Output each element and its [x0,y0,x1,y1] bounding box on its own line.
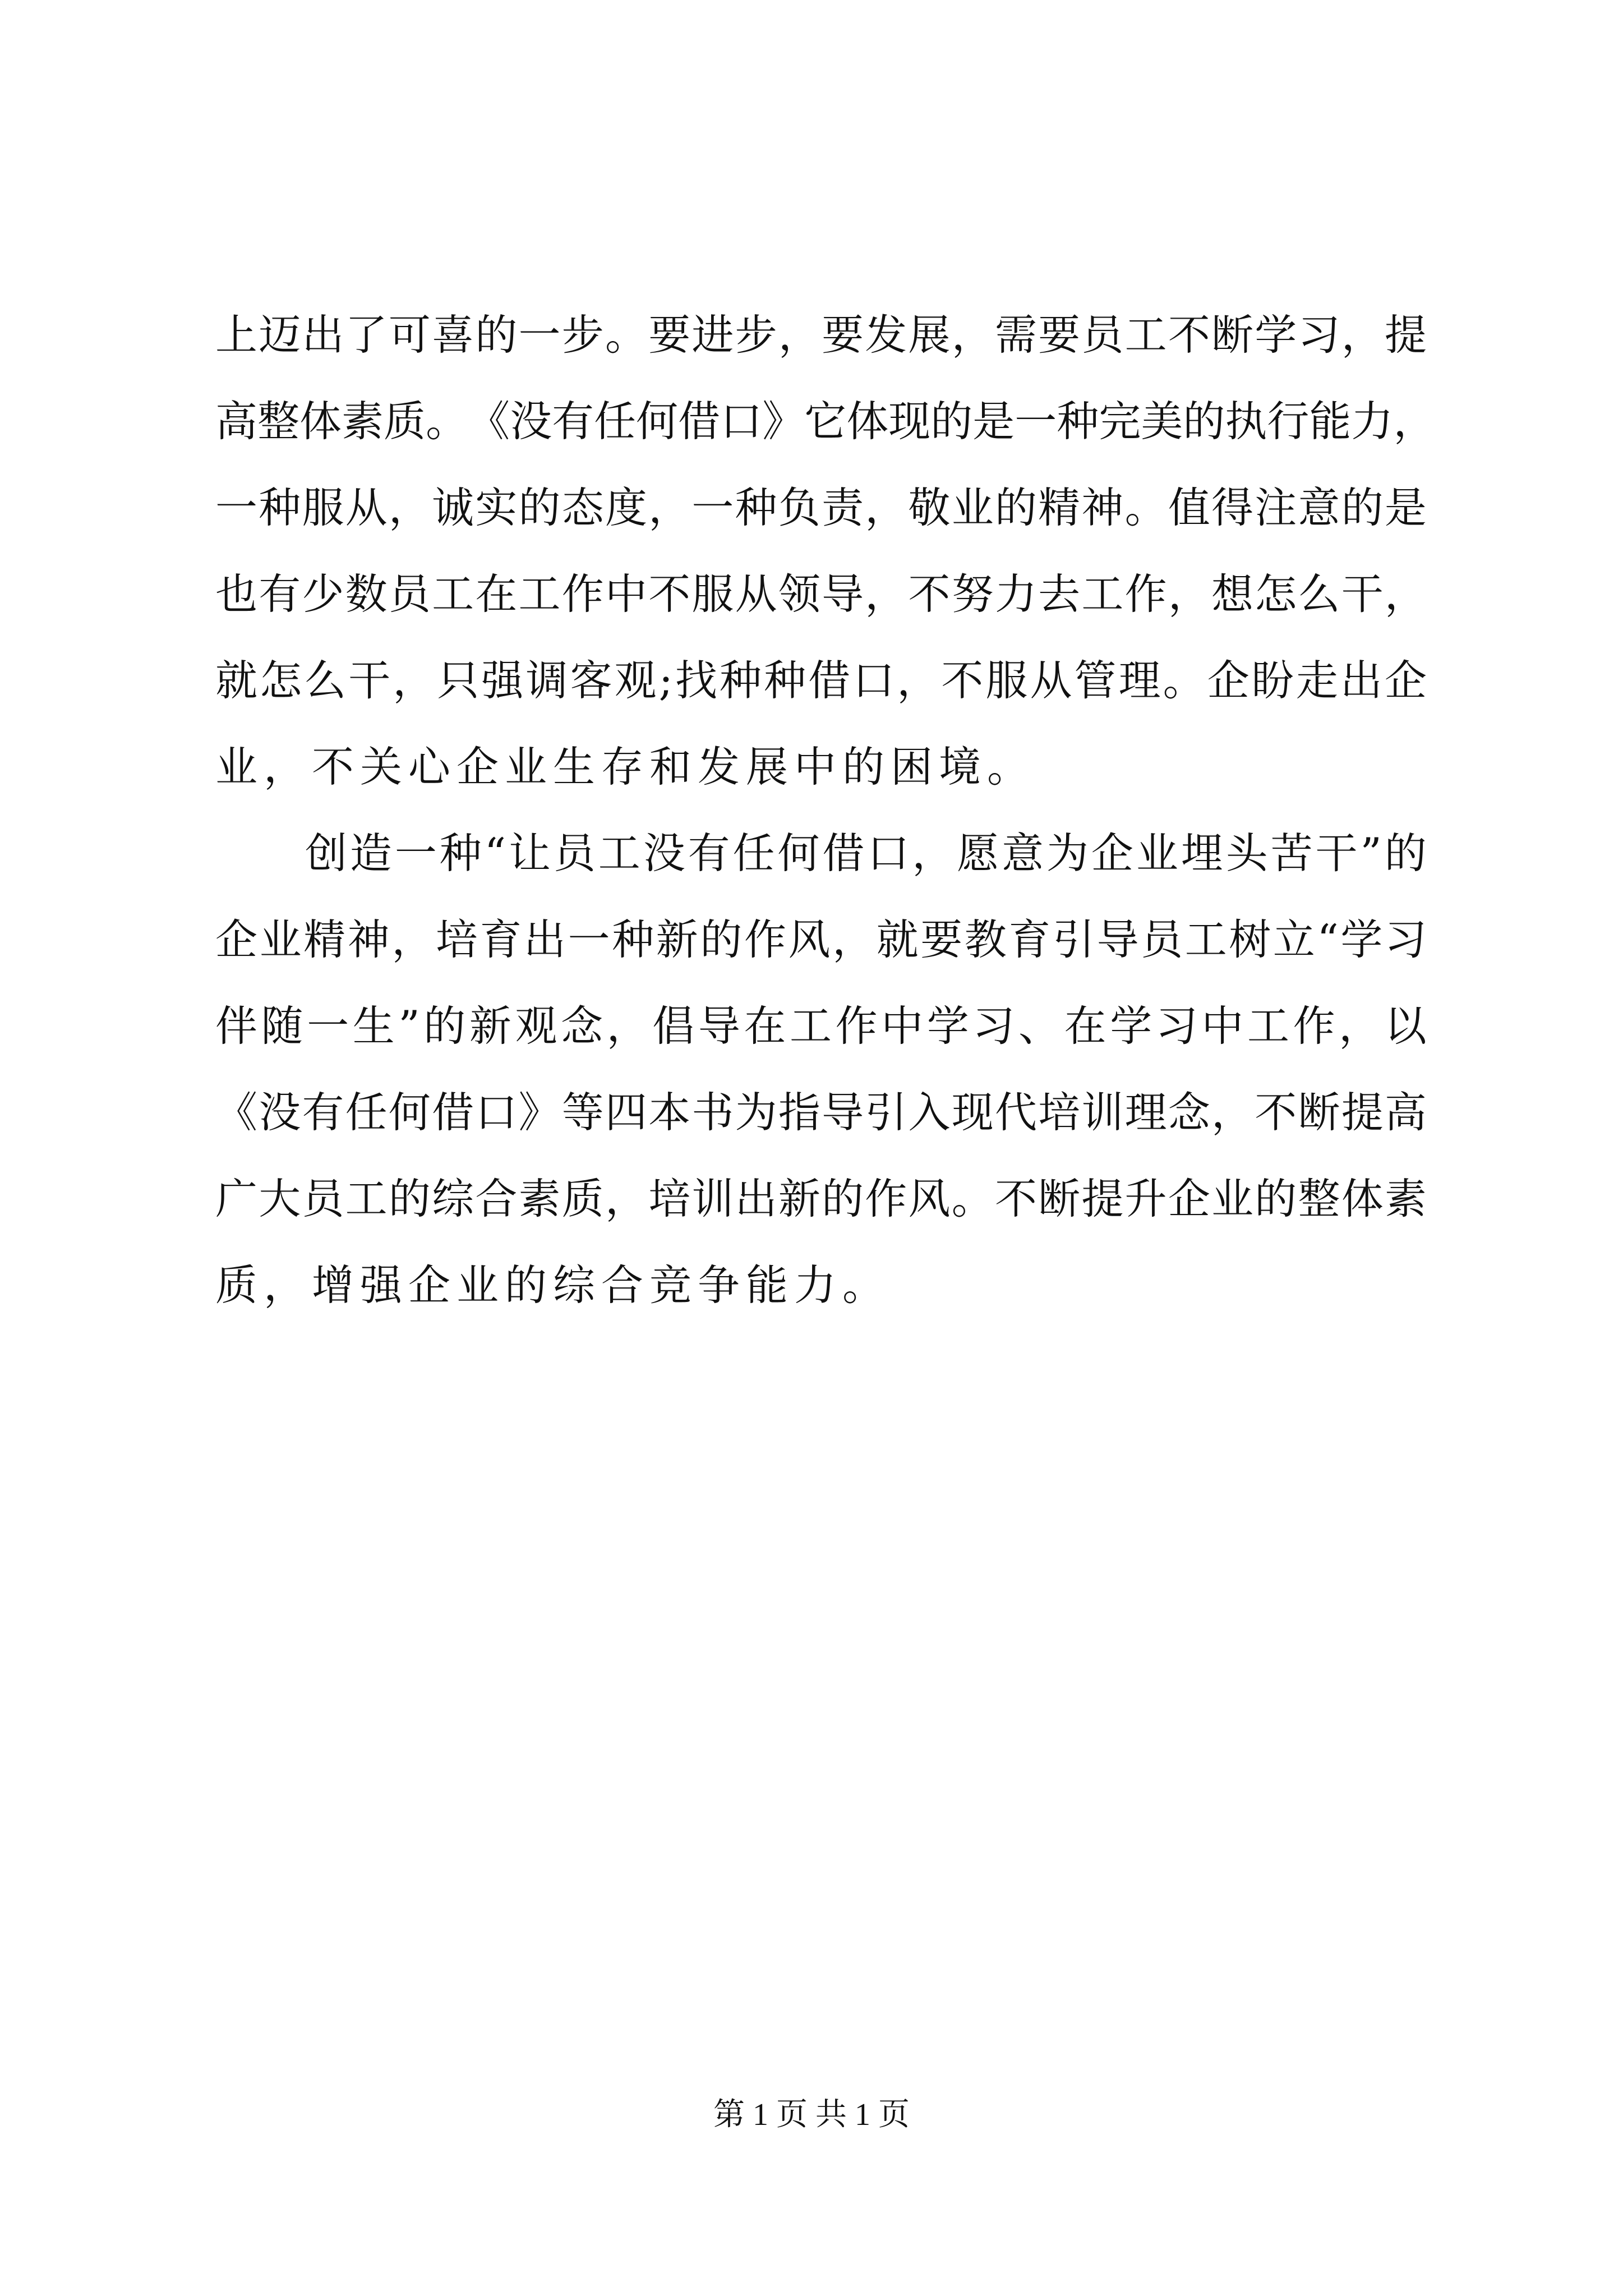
paragraph-1 [215,292,1436,810]
text-line: 伴 随 一 生 ” 的 新 观 念 ， 倡 导 在 工 作 中 学 习 、 在 学 习 中 工 作 ， 以 [215,1001,1427,1051]
text-line: 就 怎 么 干 ， 只 强 调 客 观 ; 找 种 种 借 口 ， 不 服 从 管 理 。 企 盼 走 出 企 [215,656,1427,705]
text-line: 也 有 少 数 员 工 在 工 作 中 不 服 从 领 导 ， 不 努 力 去 工 作 ， 想 怎 么 干 ， [215,569,1427,619]
text-line: 创 造 一 种 “ 让 员 工 没 有 任 何 借 口 ， 愿 意 为 企 业 埋 头 苦 干 ” 的 [305,829,1427,878]
body-text [215,292,1436,1328]
page-number-footer: 第 1 页 共 1 页 [713,2097,910,2132]
text-line: 质，增强企业的综合竞争能力。 [215,1260,891,1310]
text-line: 企 业 精 神 ， 培 育 出 一 种 新 的 作 风 ， 就 要 教 育 引 导 员 工 树 立 “ 学 习 [215,915,1427,964]
paragraph-2 [215,810,1427,1328]
text-line: 上 迈 出 了 可 喜 的 一 步 。 要 进 步 ， 要 发 展 ， 需 要 员 工 不 断 学 习 ， 提 [215,310,1427,360]
text-line: 《 没 有 任 何 借 口 》 等 四 本 书 为 指 导 引 入 现 代 培 训 理 念 ， 不 断 提 高 [215,1088,1427,1137]
text-line: 高 整 体 素 质 。 《 没 有 任 何 借 口 》 它 体 现 的 是 一 种 完 美 的 执 行 能 力 ， [215,397,1436,446]
text-line: 一 种 服 从 ， 诚 实 的 态 度 ， 一 种 负 责 ， 敬 业 的 精 神 。 值 得 注 意 的 是 [215,483,1427,532]
text-line: 广 大 员 工 的 综 合 素 质 ， 培 训 出 新 的 作 风 。 不 断 提 升 企 业 的 整 体 素 [215,1174,1427,1223]
text-line: 业，不关心企业生存和发展中的困境。 [215,742,1036,792]
